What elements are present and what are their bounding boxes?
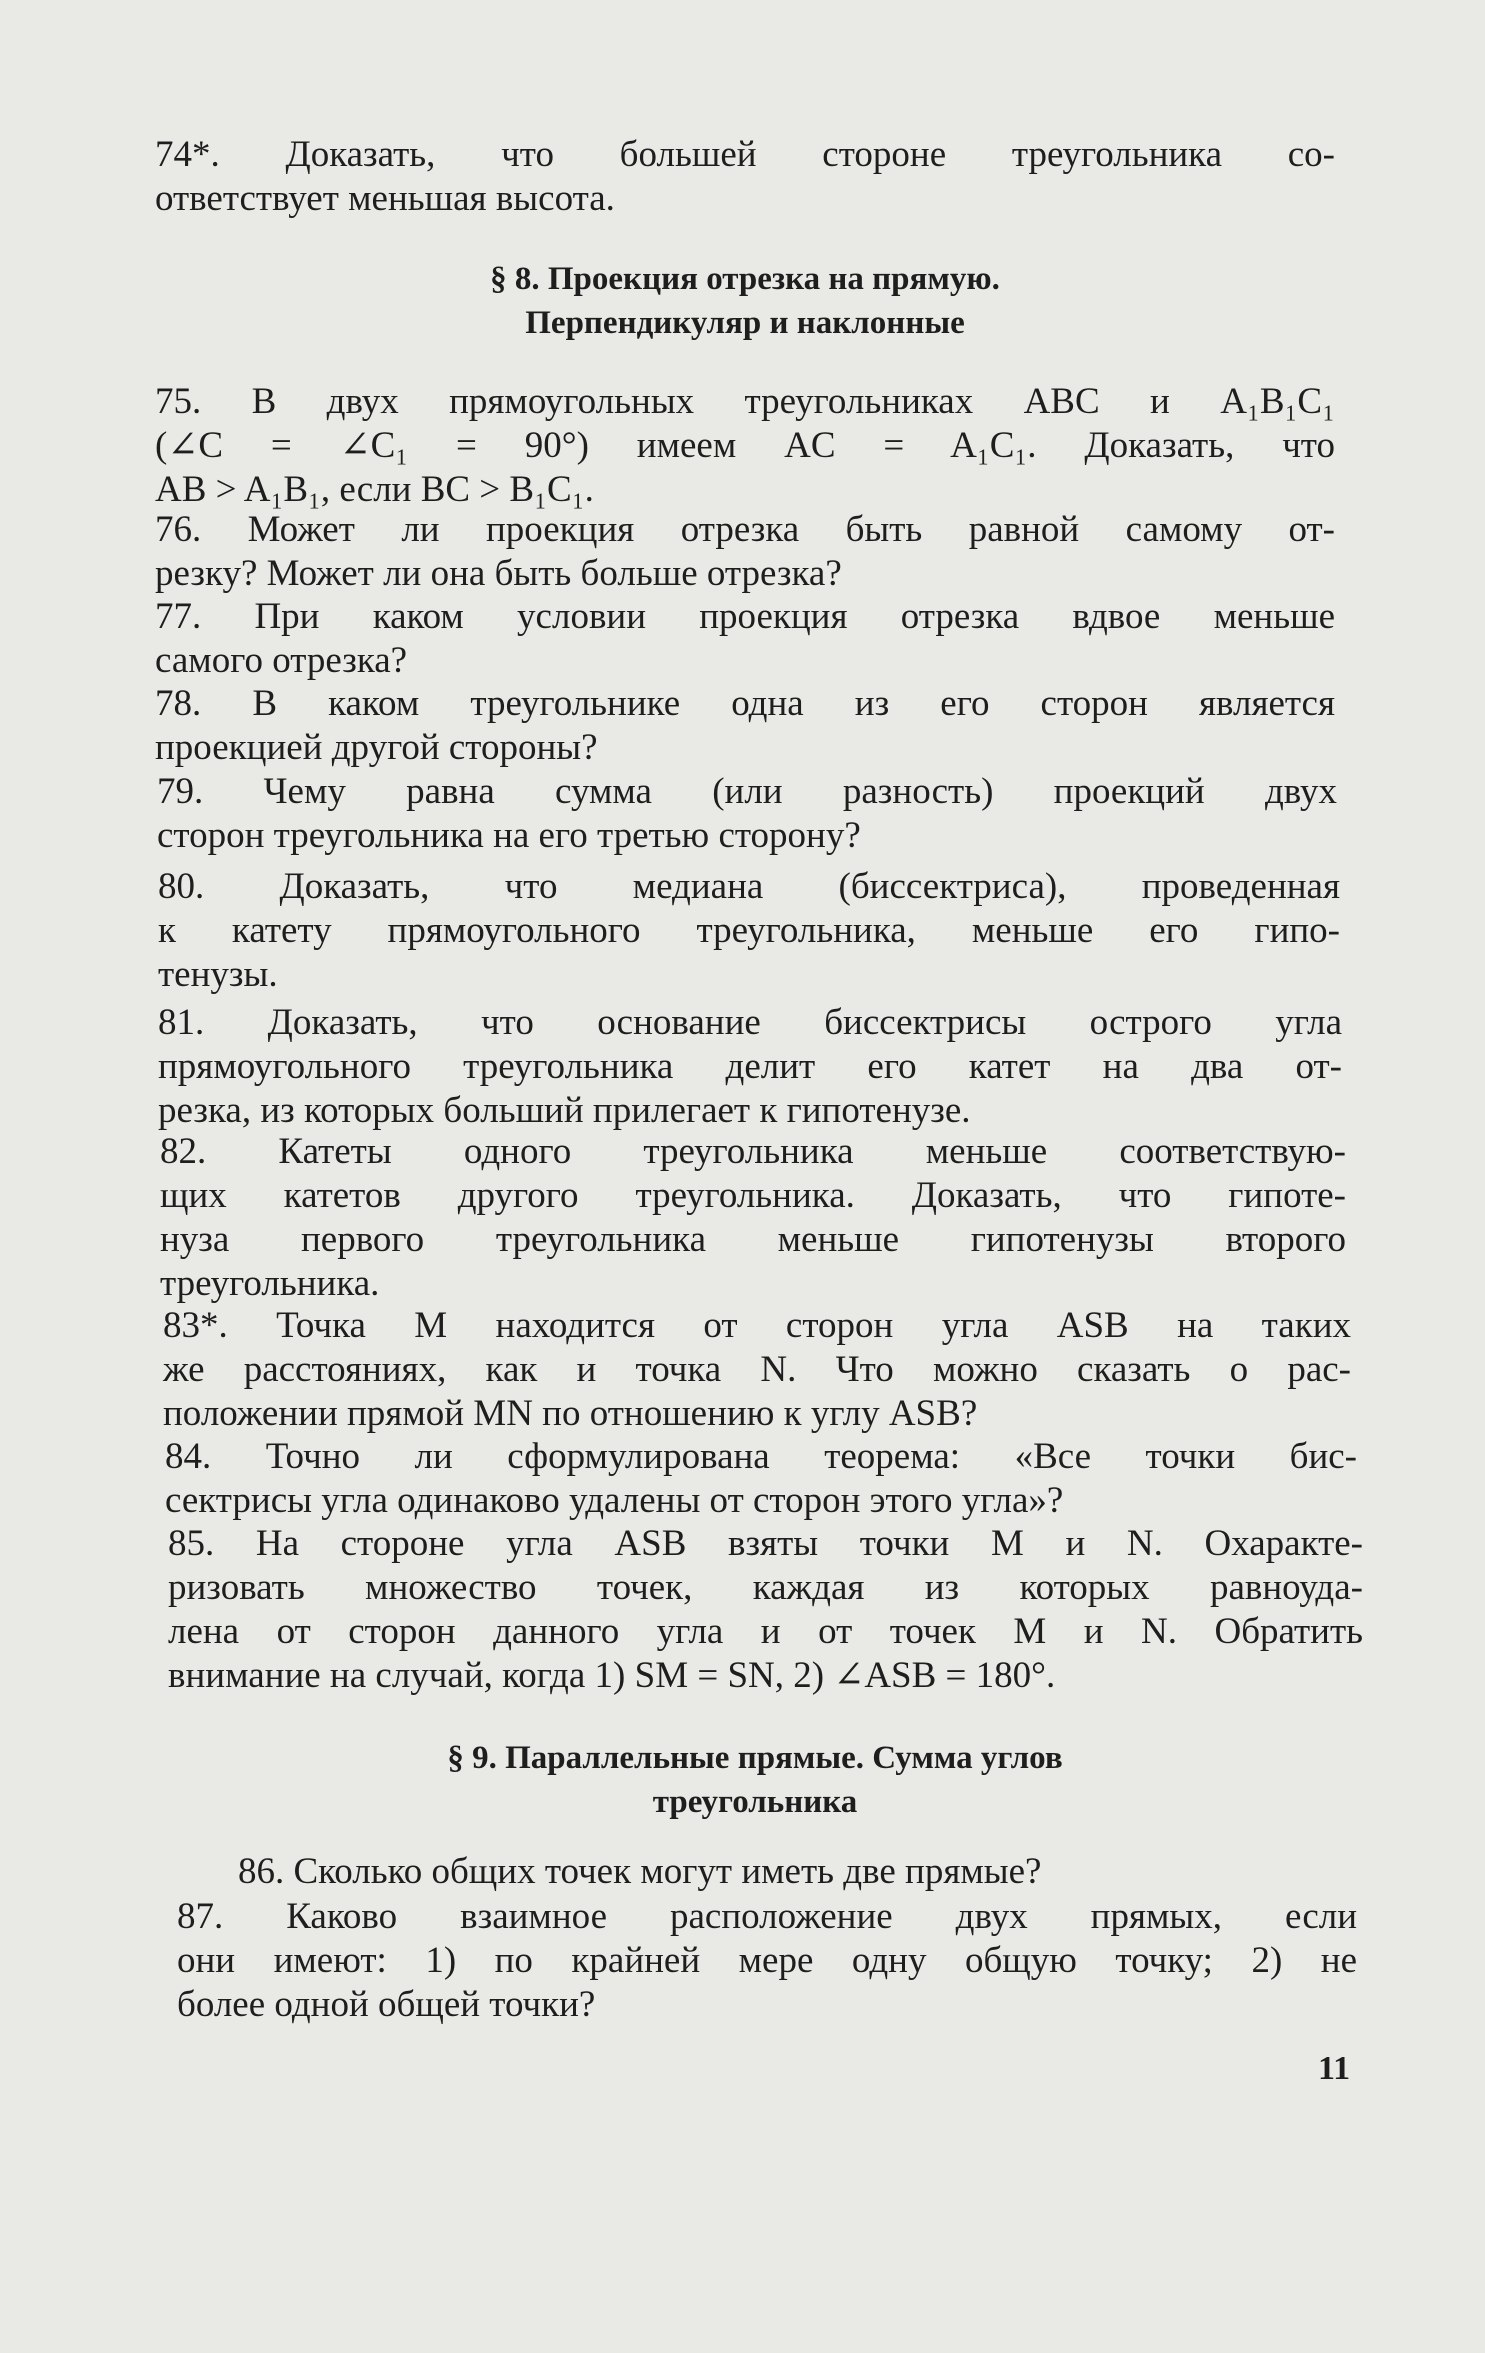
text-line: 83*. Точка M находится от сторон угла ASB на таких — [163, 1305, 1351, 1346]
section-heading — [330, 257, 1160, 345]
text-line: 76. Может ли проекция отрезка быть равной самому от- — [155, 509, 1335, 550]
problem-item — [177, 1895, 1357, 2027]
text-line: сторон треугольника на его третью сторону? — [157, 815, 861, 856]
heading-line: § 9. Параллельные прямые. Сумма углов — [447, 1740, 1063, 1776]
text-line: они имеют: 1) по крайней мере одну общую точку; 2) не — [177, 1940, 1357, 1981]
text-line: ответствует меньшая высота. — [155, 178, 615, 219]
text-line: 80. Доказать, что медиана (биссектриса), проведенная — [158, 866, 1340, 907]
text-line: тенузы. — [158, 954, 278, 995]
text-line: нуза первого треугольника меньше гипотенузы второго — [160, 1219, 1346, 1260]
text-line: прямоугольного треугольника делит его катет на два от- — [158, 1046, 1342, 1087]
problem-item — [163, 1304, 1351, 1436]
text-line: сектрисы угла одинаково удалены от сторон этого угла»? — [165, 1480, 1064, 1521]
problem-item — [158, 1001, 1342, 1133]
problem-item — [238, 1850, 1338, 1894]
heading-line: Перпендикуляр и наклонные — [525, 305, 965, 341]
text-line: к катету прямоугольного треугольника, меньше его гипо- — [158, 910, 1340, 951]
text-line: 84. Точно ли сформулирована теорема: «Все точки бис- — [165, 1436, 1357, 1477]
problem-item — [155, 508, 1335, 596]
heading-line: § 8. Проекция отрезка на прямую. — [490, 261, 1000, 297]
text-line: AB > A₁B₁, если BC > B₁C₁. — [155, 469, 594, 510]
text-line: 81. Доказать, что основание биссектрисы острого угла — [158, 1002, 1342, 1043]
problem-item — [157, 770, 1337, 858]
text-line: 86. Сколько общих точек могут иметь две прямые? — [238, 1851, 1042, 1892]
text-line: положении прямой MN по отношению к углу ASB? — [163, 1393, 978, 1434]
text-line: треугольника. — [160, 1263, 380, 1304]
page-number: 11 — [1318, 2050, 1351, 2087]
text-line: 74*. Доказать, что большей стороне треугольника со- — [155, 134, 1335, 175]
text-line: проекцией другой стороны? — [155, 727, 598, 768]
text-line: более одной общей точки? — [177, 1984, 596, 2025]
problem-item — [155, 133, 1335, 221]
text-line: 77. При каком условии проекция отрезка вдвое меньше — [155, 596, 1335, 637]
text-line: лена от сторон данного угла и от точек M и N. Обратить — [168, 1611, 1363, 1652]
text-line: самого отрезка? — [155, 640, 408, 681]
text-line: (∠C = ∠C₁ = 90°) имеем AC = A₁C₁. Доказать, что — [155, 425, 1335, 466]
text-line: резка, из которых больший прилегает к гипотенузе. — [158, 1090, 971, 1131]
text-line: же расстояниях, как и точка N. Что можно сказать о рас- — [163, 1349, 1351, 1390]
problem-item — [155, 595, 1335, 683]
problem-item — [165, 1435, 1357, 1523]
text-line: внимание на случай, когда 1) SM = SN, 2) ∠ASB = 180°. — [168, 1655, 1056, 1696]
text-line: щих катетов другого треугольника. Доказать, что гипоте- — [160, 1175, 1346, 1216]
problem-item — [168, 1522, 1363, 1698]
problem-item — [160, 1130, 1346, 1306]
problem-item — [158, 865, 1340, 997]
text-line: резку? Может ли она быть больше отрезка? — [155, 553, 842, 594]
heading-line: треугольника — [652, 1784, 858, 1820]
text-line: 75. В двух прямоугольных треугольниках ABC и A₁B₁C₁ — [155, 381, 1335, 422]
text-line: 79. Чему равна сумма (или разность) проекций двух — [157, 771, 1337, 812]
problem-item — [155, 380, 1335, 512]
text-line: ризовать множество точек, каждая из которых равноуда- — [168, 1567, 1363, 1608]
problem-item — [155, 682, 1335, 770]
text-line: 85. На стороне угла ASB взяты точки M и N. Охаракте- — [168, 1523, 1363, 1564]
text-line: 87. Каково взаимное расположение двух прямых, если — [177, 1896, 1357, 1937]
section-heading — [340, 1736, 1170, 1824]
text-line: 78. В каком треугольнике одна из его сторон является — [155, 683, 1335, 724]
text-line: 82. Катеты одного треугольника меньше соответствую- — [160, 1131, 1346, 1172]
